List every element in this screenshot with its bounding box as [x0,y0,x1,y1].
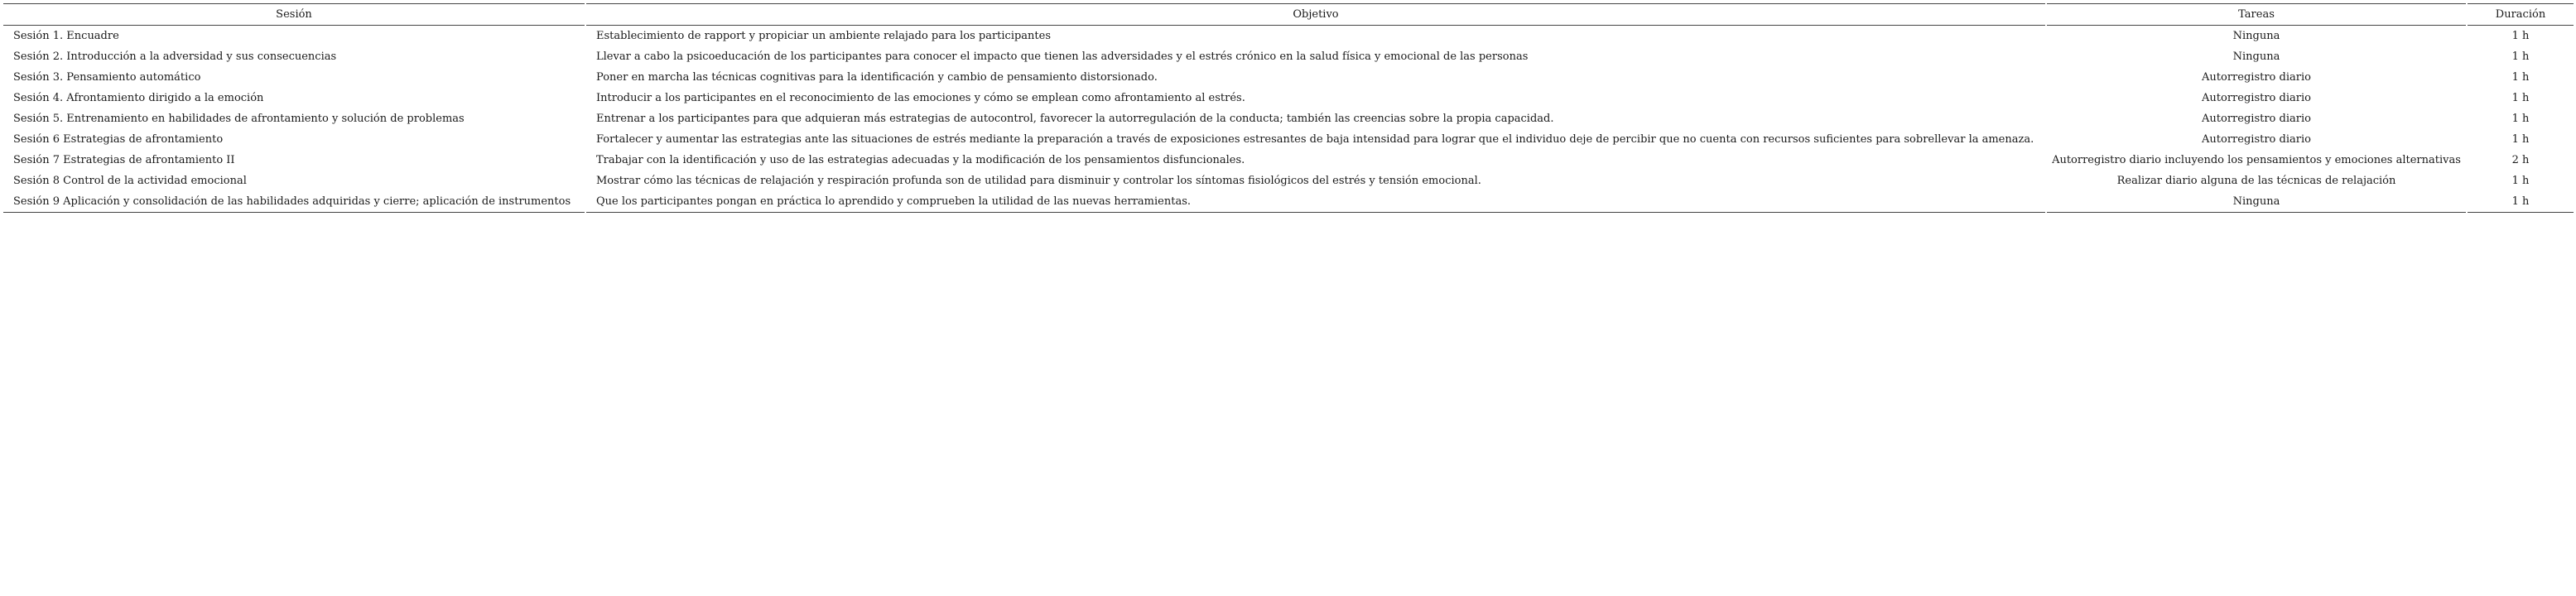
table-row [3,129,2574,150]
table-row [3,171,2574,191]
cell-sesion: Sesión 1. Encuadre [13,29,119,42]
cell-objetivo: Llevar a cabo la psicoeducación de los participantes para conocer el impacto que tienen las adversidades y el estrés crónico en la salud física y emocional de las personas [585,46,2046,67]
cell-duracion: 1 h [2467,171,2574,191]
cell-sesion: Sesión 9 Aplicación y consolidación de las habilidades adquiridas y cierre; aplicación de instrumentos [13,195,571,208]
table-row [3,88,2574,108]
cell-objetivo: Poner en marcha las técnicas cognitivas para la identificación y cambio de pensamiento distorsionado. [585,67,2046,88]
cell-objetivo: Que los participantes pongan en práctica lo aprendido y comprueben la utilidad de las nuevas herramientas. [585,191,2046,213]
cell-sesion: Sesión 2. Introducción a la adversidad y sus consecuencias [13,50,337,63]
cell-duracion: 1 h [2467,108,2574,129]
cell-duracion: 1 h [2467,67,2574,88]
cell-tareas: Autorregistro diario [2046,67,2467,88]
cell-duracion: 2 h [2467,150,2574,171]
table-row [3,26,2574,47]
sessions-table [3,3,2574,213]
table-row [3,150,2574,171]
cell-sesion: Sesión 4. Afrontamiento dirigido a la emoción [13,91,264,104]
cell-tareas: Autorregistro diario incluyendo los pensamientos y emociones alternativas [2046,150,2467,171]
sessions-table-container [3,3,2574,213]
cell-duracion: 1 h [2467,46,2574,67]
header-sesion: Sesión [276,7,312,21]
cell-tareas: Ninguna [2046,26,2467,47]
cell-tareas: Autorregistro diario [2046,88,2467,108]
cell-tareas: Autorregistro diario [2046,108,2467,129]
table-row [3,67,2574,88]
cell-tareas: Ninguna [2046,46,2467,67]
cell-objetivo: Establecimiento de rapport y propiciar un ambiente relajado para los participantes [585,26,2046,47]
cell-tareas: Ninguna [2046,191,2467,213]
cell-objetivo: Trabajar con la identificación y uso de las estrategias adecuadas y la modificación de los pensamientos disfuncionales. [585,150,2046,171]
header-tareas: Tareas [2046,4,2467,26]
cell-objetivo: Entrenar a los participantes para que adquieran más estrategias de autocontrol, favorecer la autorregulación de la conducta; también las creencias sobre la propia capacidad. [585,108,2046,129]
cell-duracion: 1 h [2467,191,2574,213]
table-row [3,46,2574,67]
cell-sesion: Sesión 3. Pensamiento automático [13,70,201,84]
cell-tareas: Realizar diario alguna de las técnicas de relajación [2046,171,2467,191]
cell-objetivo: Introducir a los participantes en el reconocimiento de las emociones y cómo se emplean como afrontamiento al estrés. [585,88,2046,108]
table-row [3,108,2574,129]
cell-tareas: Autorregistro diario [2046,129,2467,150]
cell-sesion: Sesión 8 Control de la actividad emocional [13,174,247,187]
cell-duracion: 1 h [2467,129,2574,150]
cell-sesion: Sesión 5. Entrenamiento en habilidades de afrontamiento y solución de problemas [13,112,465,125]
table-row [3,191,2574,213]
header-objetivo: Objetivo [585,4,2046,26]
cell-duracion: 1 h [2467,88,2574,108]
header-duracion: Duración [2467,4,2574,26]
cell-sesion: Sesión 6 Estrategias de afrontamiento [13,132,224,146]
cell-duracion: 1 h [2467,26,2574,47]
table-header-row [3,4,2574,26]
cell-objetivo: Mostrar cómo las técnicas de relajación y respiración profunda son de utilidad para disminuir y controlar los síntomas fisiológicos del estrés y tensión emocional. [585,171,2046,191]
cell-objetivo: Fortalecer y aumentar las estrategias ante las situaciones de estrés mediante la preparación a través de exposiciones estresantes de baja intensidad para lograr que el individuo deje de percibir que no cuenta con recursos suficientes para sobrellevar la amenaza. [585,129,2046,150]
cell-sesion: Sesión 7 Estrategias de afrontamiento II [13,153,235,166]
